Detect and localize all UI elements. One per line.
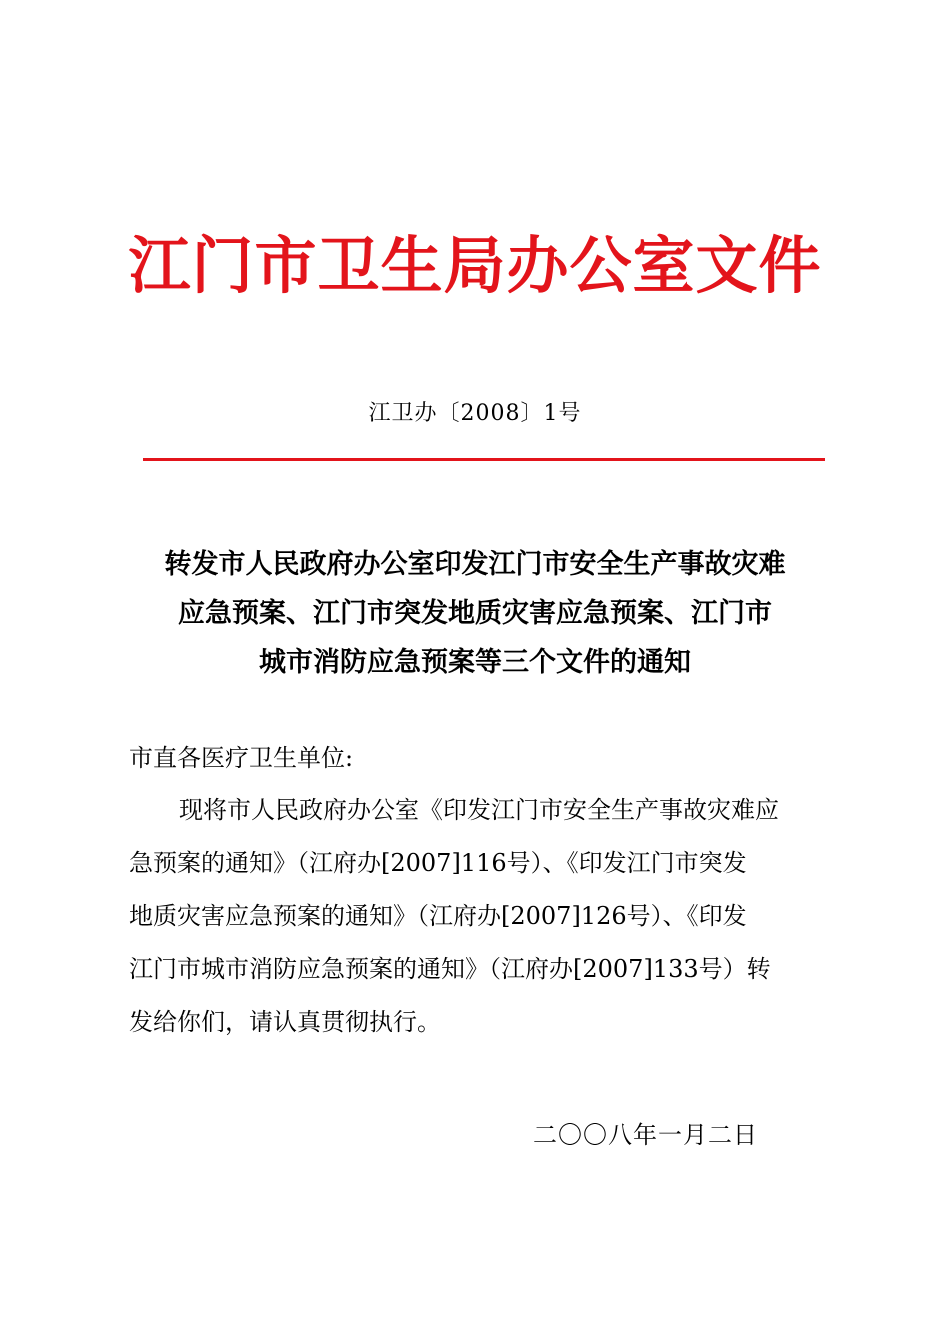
subject-line-2: 应急预案、江门市突发地质灾害应急预案、江门市 — [178, 598, 772, 629]
body-line-3: 地质灾害应急预案的通知》（江府办[2007]126号）、《印发 — [129, 902, 747, 930]
body-line-2: 急预案的通知》（江府办[2007]116号）、《印发江门市突发 — [129, 849, 747, 877]
subject-line-1: 转发市人民政府办公室印发江门市安全生产事故灾难 — [164, 549, 786, 580]
subject-line-3: 城市消防应急预案等三个文件的通知 — [259, 647, 691, 678]
body-line-1: 现将市人民政府办公室《印发江门市安全生产事故灾难应 — [179, 796, 779, 824]
document-subject — [0, 540, 950, 687]
document-date: 二〇〇八年一月二日 — [533, 1121, 758, 1149]
body-line-4: 江门市城市消防应急预案的通知》（江府办[2007]133号）转 — [129, 955, 771, 983]
document-header-title: 江门市卫生局办公室文件 — [128, 229, 822, 302]
body-line-5: 发给你们，请认真贯彻执行。 — [129, 1008, 441, 1036]
body-paragraph — [129, 784, 829, 1049]
document-number: 江卫办〔2008〕1号 — [368, 401, 582, 426]
red-divider-line — [143, 458, 825, 461]
recipient-line: 市直各医疗卫生单位: — [129, 744, 354, 772]
